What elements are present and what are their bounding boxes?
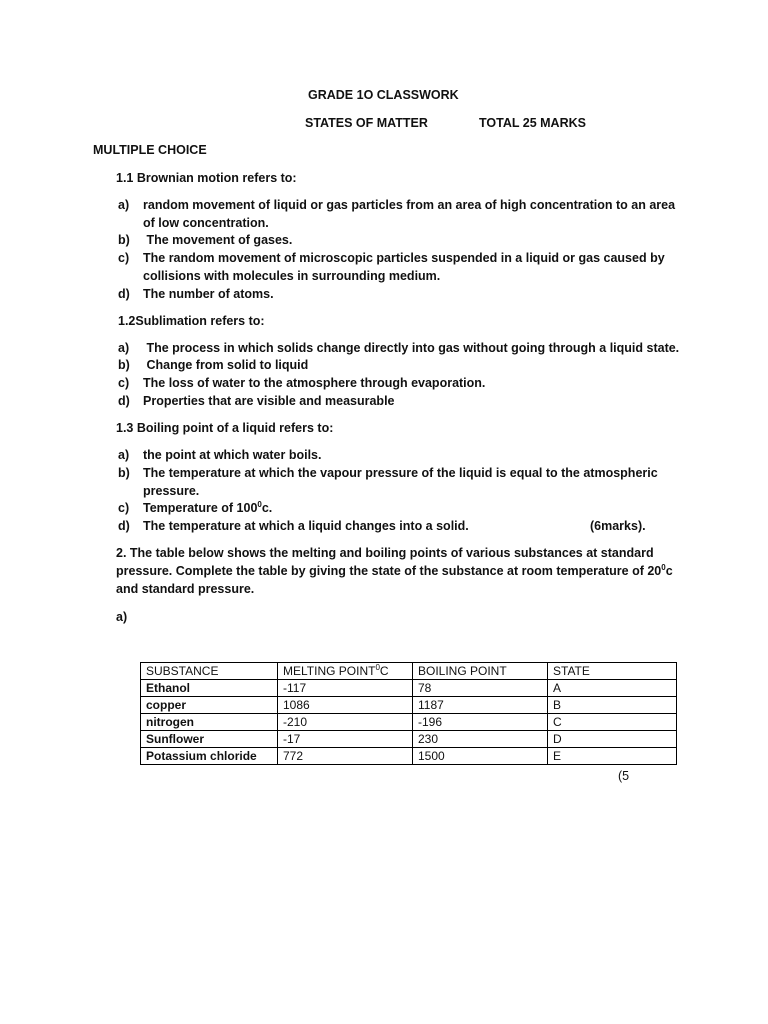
cell-melting-point: -210: [278, 714, 413, 731]
cell-boiling-point: 78: [413, 680, 548, 697]
total-marks: TOTAL 25 MARKS: [479, 116, 586, 130]
option-label: c): [118, 501, 130, 515]
question-1-1-option-c: [118, 251, 665, 265]
cell-state: E: [548, 748, 677, 765]
question-1-1-option-c-cont: collisions with molecules in surrounding medium.: [143, 269, 441, 283]
option-label: c): [118, 251, 130, 265]
question-1-3-option-d: [118, 519, 469, 533]
option-text: The temperature at which a liquid changes into a solid.: [143, 519, 469, 533]
table-row: [141, 680, 677, 697]
option-text: The random movement of microscopic particles suspended in a liquid or gas caused by: [143, 251, 665, 265]
option-label: d): [118, 519, 130, 533]
option-text: the point at which water boils.: [143, 448, 322, 462]
option-label: a): [118, 198, 130, 212]
table-row: [141, 697, 677, 714]
cell-melting-point: -117: [278, 680, 413, 697]
degree-superscript: 0: [661, 563, 666, 572]
option-text: The process in which solids change directly into gas without going through a liquid state.: [143, 341, 680, 355]
degree-superscript: 0: [257, 500, 262, 509]
cell-boiling-point: 1500: [413, 748, 548, 765]
option-label: a): [118, 341, 130, 355]
question-1-2-option-a: [118, 341, 679, 355]
option-text: [143, 501, 272, 515]
header-melting-point-text: MELTING POINT: [283, 664, 376, 678]
option-label: b): [118, 358, 130, 372]
cell-substance: nitrogen: [141, 714, 278, 731]
cell-boiling-point: 230: [413, 731, 548, 748]
question-1-1-option-a: [118, 198, 675, 212]
option-label: d): [118, 394, 130, 408]
question-1-3-option-b: [118, 466, 658, 480]
option-text: random movement of liquid or gas particles from an area of high concentration to an area: [143, 198, 676, 212]
table-marks: (5: [618, 769, 630, 783]
option-text: The loss of water to the atmosphere through evaporation.: [143, 376, 486, 390]
question-1-2-option-b: [118, 358, 308, 372]
header-boiling-point: BOILING POINT: [413, 663, 548, 680]
option-label: a): [118, 448, 130, 462]
cell-state: C: [548, 714, 677, 731]
topic-title: STATES OF MATTER: [305, 116, 428, 130]
header-substance: SUBSTANCE: [141, 663, 278, 680]
question-1-1-prompt: 1.1 Brownian motion refers to:: [116, 171, 297, 185]
option-text: Properties that are visible and measurable: [143, 394, 395, 408]
option-text: Change from solid to liquid: [143, 358, 309, 372]
cell-substance: copper: [141, 697, 278, 714]
worksheet-title: GRADE 1O CLASSWORK: [308, 88, 459, 102]
question-1-2-option-c: [118, 376, 485, 390]
cell-melting-point: 1086: [278, 697, 413, 714]
table-row: [141, 748, 677, 765]
degree-superscript: 0: [375, 663, 380, 672]
option-label: b): [118, 466, 130, 480]
option-text-unit: c.: [261, 501, 273, 515]
cell-state: D: [548, 731, 677, 748]
question-2-sub-label: a): [116, 610, 128, 624]
question-2-line-3: and standard pressure.: [116, 582, 255, 596]
question-2-line-2-unit: c: [665, 564, 673, 578]
cell-boiling-point: 1187: [413, 697, 548, 714]
cell-melting-point: 772: [278, 748, 413, 765]
cell-substance: Ethanol: [141, 680, 278, 697]
option-text: The number of atoms.: [143, 287, 274, 301]
question-1-1-option-b: [118, 233, 292, 247]
header-melting-point-unit: C: [379, 664, 389, 678]
question-1-3-option-a: [118, 448, 322, 462]
cell-boiling-point: -196: [413, 714, 548, 731]
cell-state: A: [548, 680, 677, 697]
question-2-line-1: 2. The table below shows the melting and boiling points of various substances at standard: [116, 546, 654, 560]
question-1-1-option-d: [118, 287, 274, 301]
table-row: [141, 714, 677, 731]
section-title: MULTIPLE CHOICE: [93, 143, 207, 157]
table-row: [141, 731, 677, 748]
question-1-2-prompt: 1.2Sublimation refers to:: [118, 314, 265, 328]
cell-melting-point: -17: [278, 731, 413, 748]
question-1-1-option-a-cont: of low concentration.: [143, 216, 269, 230]
option-label: d): [118, 287, 130, 301]
question-1-marks: (6marks).: [590, 519, 646, 533]
question-1-3-prompt: 1.3 Boiling point of a liquid refers to:: [116, 421, 334, 435]
question-2-line-2-text: pressure. Complete the table by giving the state of the substance at room temperature of 20: [116, 564, 662, 578]
question-1-3-option-b-cont: pressure.: [143, 484, 200, 498]
option-label: b): [118, 233, 130, 247]
table-header-row: [141, 663, 677, 680]
option-text: The temperature at which the vapour pressure of the liquid is equal to the atmospheric: [143, 466, 658, 480]
option-text-main: Temperature of 100: [143, 501, 258, 515]
substances-table: [140, 662, 677, 765]
question-1-2-option-d: [118, 394, 395, 408]
cell-state: B: [548, 697, 677, 714]
header-state: STATE: [548, 663, 677, 680]
question-1-3-option-c: [118, 501, 272, 515]
option-text: The movement of gases.: [143, 233, 293, 247]
header-melting-point: [278, 663, 413, 680]
question-2-line-2: [116, 564, 673, 578]
cell-substance: Sunflower: [141, 731, 278, 748]
cell-substance: Potassium chloride: [141, 748, 278, 765]
option-label: c): [118, 376, 130, 390]
